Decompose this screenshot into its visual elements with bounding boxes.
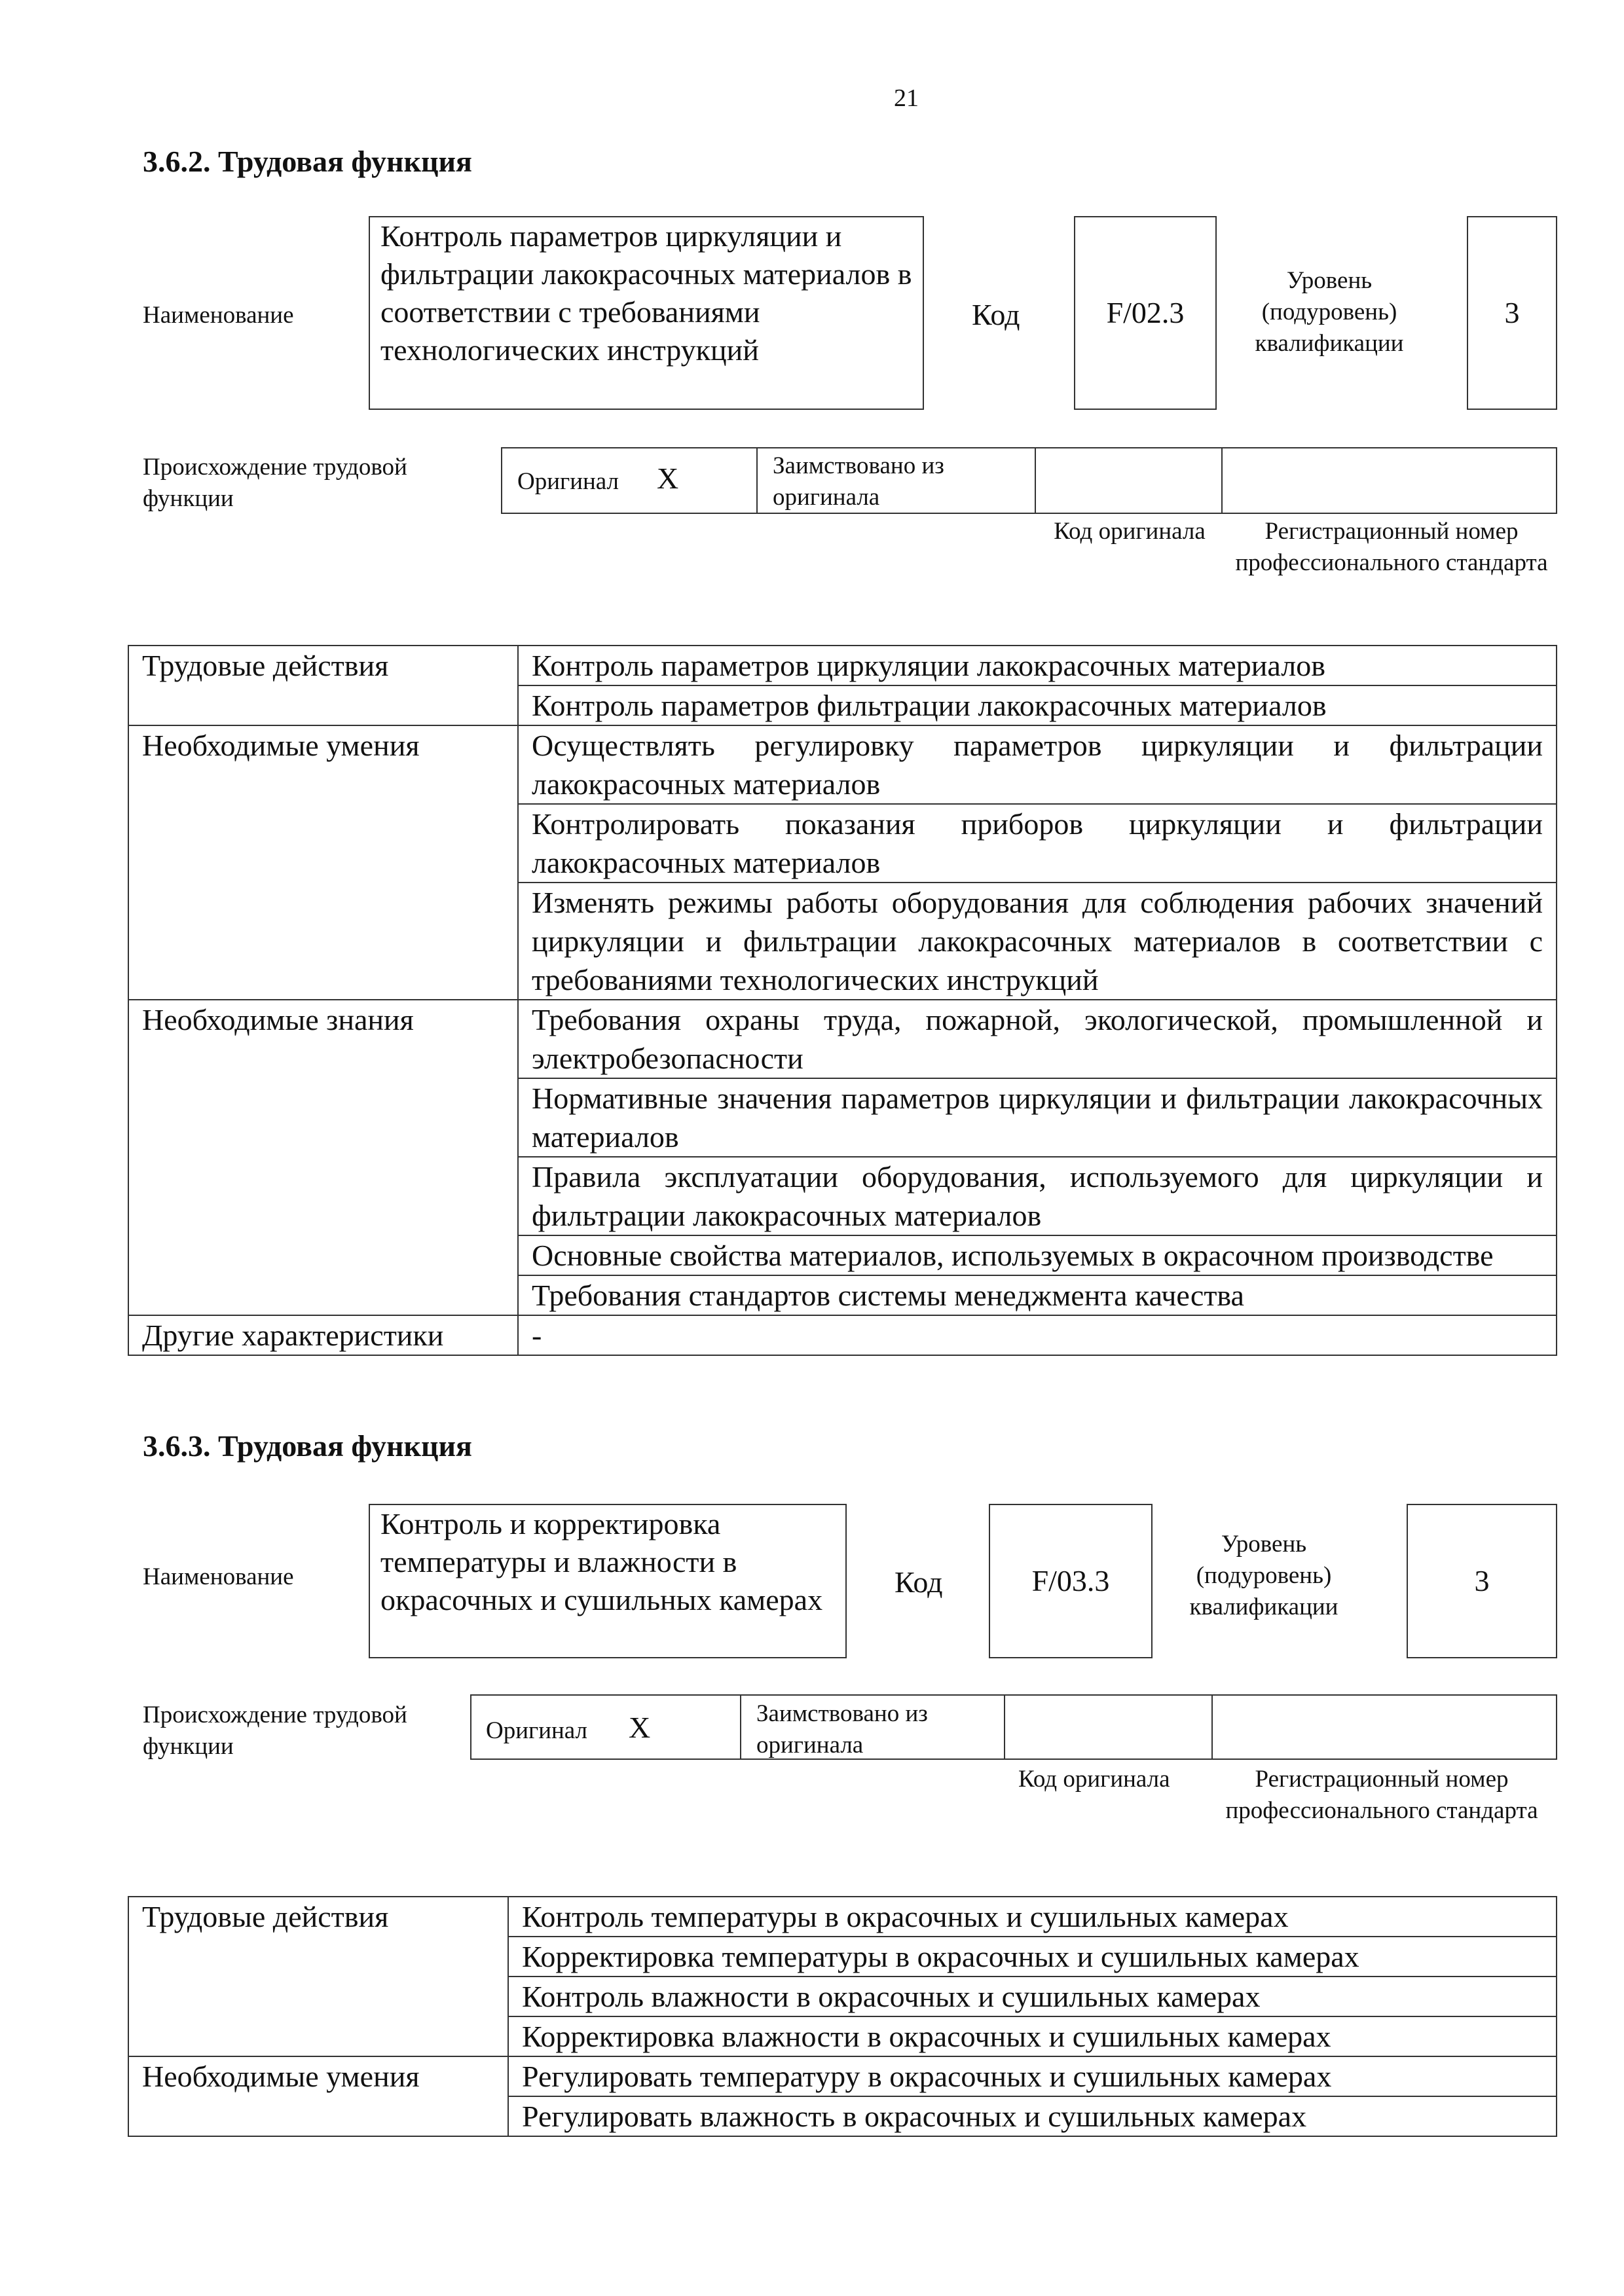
function-table-1 — [128, 645, 1557, 1356]
table-cell: Корректировка влажности в окрасочных и сушильных камерах — [508, 2016, 1557, 2056]
origin-original-label: Оригинал — [486, 1717, 588, 1744]
table-cell: Требования охраны труда, пожарной, экологической, промышленной и электробезопасности — [518, 1000, 1557, 1078]
level-value-box: 3 — [1407, 1504, 1557, 1658]
code-value-box: F/03.3 — [989, 1504, 1153, 1658]
table-cell: - — [518, 1315, 1557, 1355]
row-label: Необходимые умения — [128, 2056, 508, 2136]
table-cell: Контроль влажности в окрасочных и сушильных камерах — [508, 1977, 1557, 2016]
function-name-box: Контроль параметров циркуляции и фильтрации лакокрасочных материалов в соответствии с требованиями технологических инструкций — [369, 216, 924, 410]
code-label: Код — [972, 298, 1020, 331]
code-value-box: F/02.3 — [1074, 216, 1217, 410]
level-value-box: 3 — [1467, 216, 1557, 410]
row-label: Трудовые действия — [128, 646, 518, 725]
section-title-3-6-3: 3.6.3. Трудовая функция — [143, 1429, 472, 1463]
table-cell: Требования стандартов системы менеджмента качества — [518, 1275, 1557, 1315]
row-label: Другие характеристики — [128, 1315, 518, 1355]
name-label: Наименование — [143, 1563, 294, 1590]
level-label: Уровень (подуровень) квалификации — [1255, 267, 1404, 357]
origin-label: Происхождение трудовой функции — [143, 1702, 407, 1760]
table-cell: Контроль параметров циркуляции лакокрасочных материалов — [518, 646, 1557, 685]
origin-code-caption: Код оригинала — [1054, 518, 1206, 545]
origin-divider-1 — [756, 447, 758, 514]
table-cell: Контроль температуры в окрасочных и сушильных камерах — [508, 1897, 1557, 1937]
origin-divider-2 — [1035, 447, 1036, 514]
table-cell: Нормативные значения параметров циркуляции и фильтрации лакокрасочных материалов — [518, 1078, 1557, 1157]
level-label: Уровень (подуровень) квалификации — [1189, 1531, 1338, 1620]
origin-original-mark: X — [629, 1711, 651, 1744]
origin-original-mark: X — [657, 462, 679, 495]
name-label: Наименование — [143, 302, 294, 329]
row-label: Необходимые умения — [128, 725, 518, 1000]
origin-reg-caption: Регистрационный номер профессионального стандарта — [1235, 518, 1548, 576]
origin-borrowed-label: Заимствовано из оригинала — [756, 1700, 928, 1758]
origin-divider-2 — [1004, 1694, 1005, 1760]
row-label: Трудовые действия — [128, 1897, 508, 2056]
page-number: 21 — [894, 84, 919, 112]
origin-reg-caption: Регистрационный номер профессионального стандарта — [1225, 1766, 1538, 1824]
code-label: Код — [895, 1565, 943, 1599]
table-cell: Корректировка температуры в окрасочных и сушильных камерах — [508, 1937, 1557, 1977]
origin-borrowed-label: Заимствовано из оригинала — [773, 452, 944, 511]
origin-divider-3 — [1211, 1694, 1213, 1760]
section-title-3-6-2: 3.6.2. Трудовая функция — [143, 145, 472, 178]
row-label: Необходимые знания — [128, 1000, 518, 1315]
table-cell: Контроль параметров фильтрации лакокрасочных материалов — [518, 685, 1557, 725]
origin-label: Происхождение трудовой функции — [143, 454, 407, 512]
table-cell: Осуществлять регулировку параметров циркуляции и фильтрации лакокрасочных материалов — [518, 725, 1557, 804]
origin-divider-3 — [1221, 447, 1223, 514]
origin-divider-1 — [740, 1694, 741, 1760]
function-table-2 — [128, 1896, 1557, 2137]
table-cell: Регулировать температуру в окрасочных и сушильных камерах — [508, 2056, 1557, 2096]
function-name-box: Контроль и корректировка температуры и влажности в окрасочных и сушильных камерах — [369, 1504, 847, 1658]
table-cell: Контролировать показания приборов циркуляции и фильтрации лакокрасочных материалов — [518, 804, 1557, 883]
table-cell: Регулировать влажность в окрасочных и сушильных камерах — [508, 2096, 1557, 2136]
table-cell: Основные свойства материалов, используемых в окрасочном производстве — [518, 1235, 1557, 1275]
origin-code-caption: Код оригинала — [1018, 1766, 1170, 1793]
table-cell: Изменять режимы работы оборудования для соблюдения рабочих значений циркуляции и фильтрации лакокрасочных материалов в соответствии с требованиями технологических инструкций — [518, 883, 1557, 1000]
table-cell: Правила эксплуатации оборудования, используемого для циркуляции и фильтрации лакокрасочных материалов — [518, 1157, 1557, 1235]
origin-original-label: Оригинал — [517, 468, 619, 495]
